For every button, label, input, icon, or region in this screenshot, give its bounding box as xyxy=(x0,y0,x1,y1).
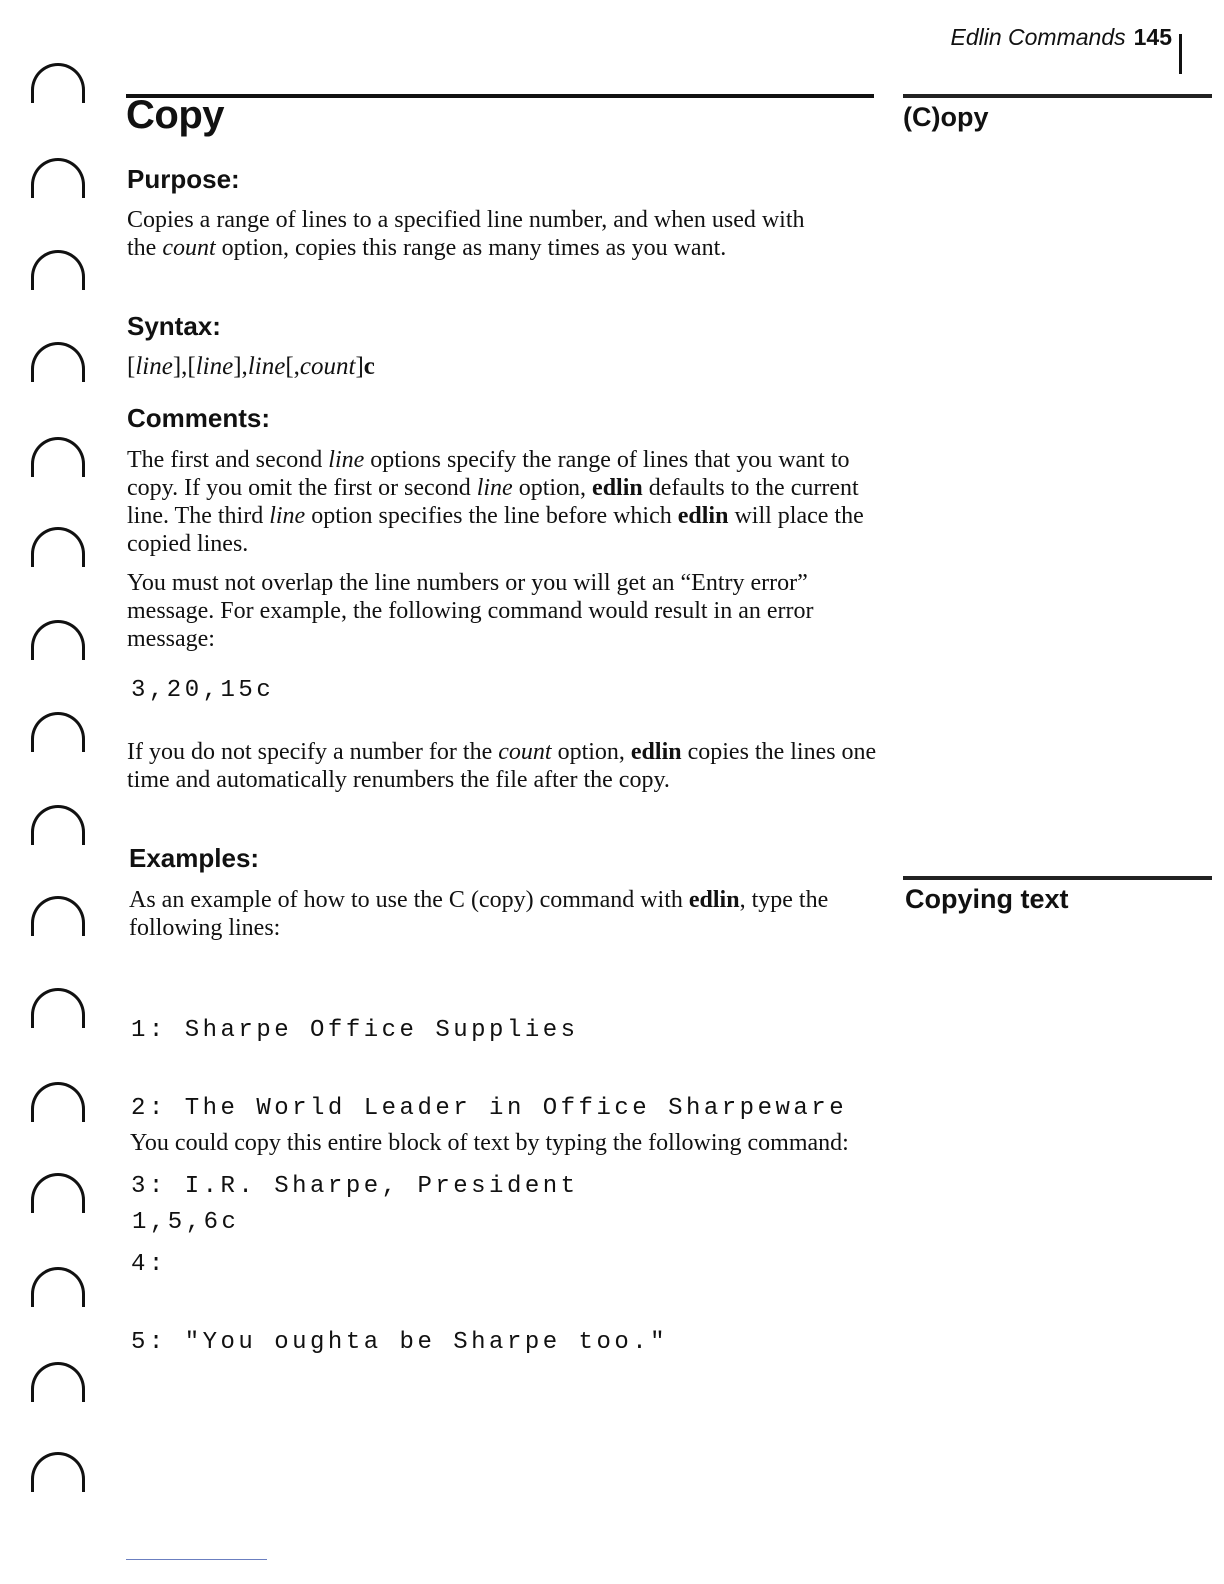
purpose-text: option, copies this range as many times as you want. xyxy=(215,235,727,261)
binder-hole xyxy=(31,620,85,660)
running-header xyxy=(950,22,1172,52)
comments-text: option, xyxy=(551,739,631,765)
binder-hole xyxy=(31,1173,85,1213)
code-line: 2: The World Leader in Office Sharpeware xyxy=(131,1095,848,1122)
binder-hole xyxy=(31,805,85,845)
title-rule xyxy=(126,94,874,98)
binder-hole xyxy=(31,63,85,103)
syntax-bracket: [, xyxy=(285,353,300,380)
binder-hole xyxy=(31,250,85,290)
code-line: 3: I.R. Sharpe, President xyxy=(131,1173,579,1200)
term-edlin: edlin xyxy=(677,503,729,529)
term-line: line xyxy=(328,447,365,473)
copy-command-code: 1,5,6c xyxy=(132,1209,240,1236)
purpose-count-term: count xyxy=(162,235,216,261)
comments-paragraph-3 xyxy=(127,738,882,794)
syntax-param-line: line xyxy=(247,353,286,380)
term-edlin: edlin xyxy=(630,739,682,765)
syntax-heading: Syntax: xyxy=(127,311,221,341)
page-number: 145 xyxy=(1133,24,1172,50)
syntax-bracket: ] xyxy=(355,353,364,380)
comments-paragraph-2: You must not overlap the line numbers or you will get an “Entry error” message. For example, the following command would result in an error message: xyxy=(127,570,814,652)
term-line: line xyxy=(476,475,513,501)
code-line: 1: Sharpe Office Supplies xyxy=(131,1017,579,1044)
examples-heading: Examples: xyxy=(129,843,260,873)
header-section-title: Edlin Commands xyxy=(950,24,1126,50)
examples-text: (copy) command with xyxy=(464,887,689,913)
error-example-code: 3,20,15c xyxy=(131,677,275,704)
example-code-block xyxy=(131,966,847,1382)
comments-text: options specify the range of lines that you want to copy. If you omit the first or second xyxy=(127,447,850,501)
comments-text: defaults to the current line. The third xyxy=(127,475,859,529)
examples-intro-paragraph xyxy=(129,886,869,942)
binder-hole xyxy=(31,988,85,1028)
binder-hole xyxy=(31,1362,85,1402)
binder-hole xyxy=(31,527,85,567)
comments-text: If you do not specify a number for the xyxy=(127,739,499,765)
binder-hole xyxy=(31,1452,85,1492)
binder-hole xyxy=(31,158,85,198)
footer-rule xyxy=(126,1559,267,1560)
syntax-param-count: count xyxy=(299,353,356,380)
comments-heading: Comments: xyxy=(127,403,271,433)
comments-text: option, xyxy=(512,475,593,501)
comments-text: copies the lines one time and automatically renumbers the file after the copy. xyxy=(127,739,877,793)
syntax-bracket: ], xyxy=(233,353,248,380)
term-count: count xyxy=(498,739,552,765)
comments-text: option specifies the line before which xyxy=(305,503,678,529)
binder-hole xyxy=(31,712,85,752)
margin-rule-top xyxy=(903,94,1212,98)
purpose-heading: Purpose: xyxy=(127,164,240,194)
binder-hole xyxy=(31,1082,85,1122)
header-vertical-bar xyxy=(1179,34,1182,74)
comments-text: will place the copied lines. xyxy=(127,503,864,557)
purpose-text: Copies a range of lines to a specified line number, and when used with the xyxy=(127,207,805,261)
code-line: 4: xyxy=(131,1251,167,1278)
comments-paragraph-1 xyxy=(127,446,867,558)
syntax-param-line: line xyxy=(195,353,234,380)
term-c-letter: C xyxy=(448,887,465,913)
margin-rule-examples xyxy=(903,876,1212,880)
binder-hole xyxy=(31,896,85,936)
page-title: Copy xyxy=(126,93,224,137)
binder-hole xyxy=(31,437,85,477)
examples-paragraph-2: You could copy this entire block of text by typing the following command: xyxy=(130,1130,849,1156)
term-edlin: edlin xyxy=(688,887,740,913)
syntax-param-line: line xyxy=(135,353,173,380)
examples-text: , type the following lines: xyxy=(129,887,829,941)
binder-hole xyxy=(31,1267,85,1307)
code-line: 5: "You oughta be Sharpe too." xyxy=(131,1329,669,1356)
margin-note-copying-text: Copying text xyxy=(905,884,1069,914)
examples-text: As an example of how to use the xyxy=(129,887,449,913)
term-line: line xyxy=(269,503,306,529)
syntax-line xyxy=(127,352,375,382)
syntax-command-letter: c xyxy=(363,353,375,380)
term-edlin: edlin xyxy=(592,475,643,501)
purpose-paragraph xyxy=(127,206,817,262)
binder-hole xyxy=(31,342,85,382)
margin-note-copy: (C)opy xyxy=(903,102,989,132)
syntax-bracket: [ xyxy=(127,353,136,380)
comments-text: The first and second xyxy=(127,447,329,473)
syntax-bracket: ],[ xyxy=(172,353,196,380)
